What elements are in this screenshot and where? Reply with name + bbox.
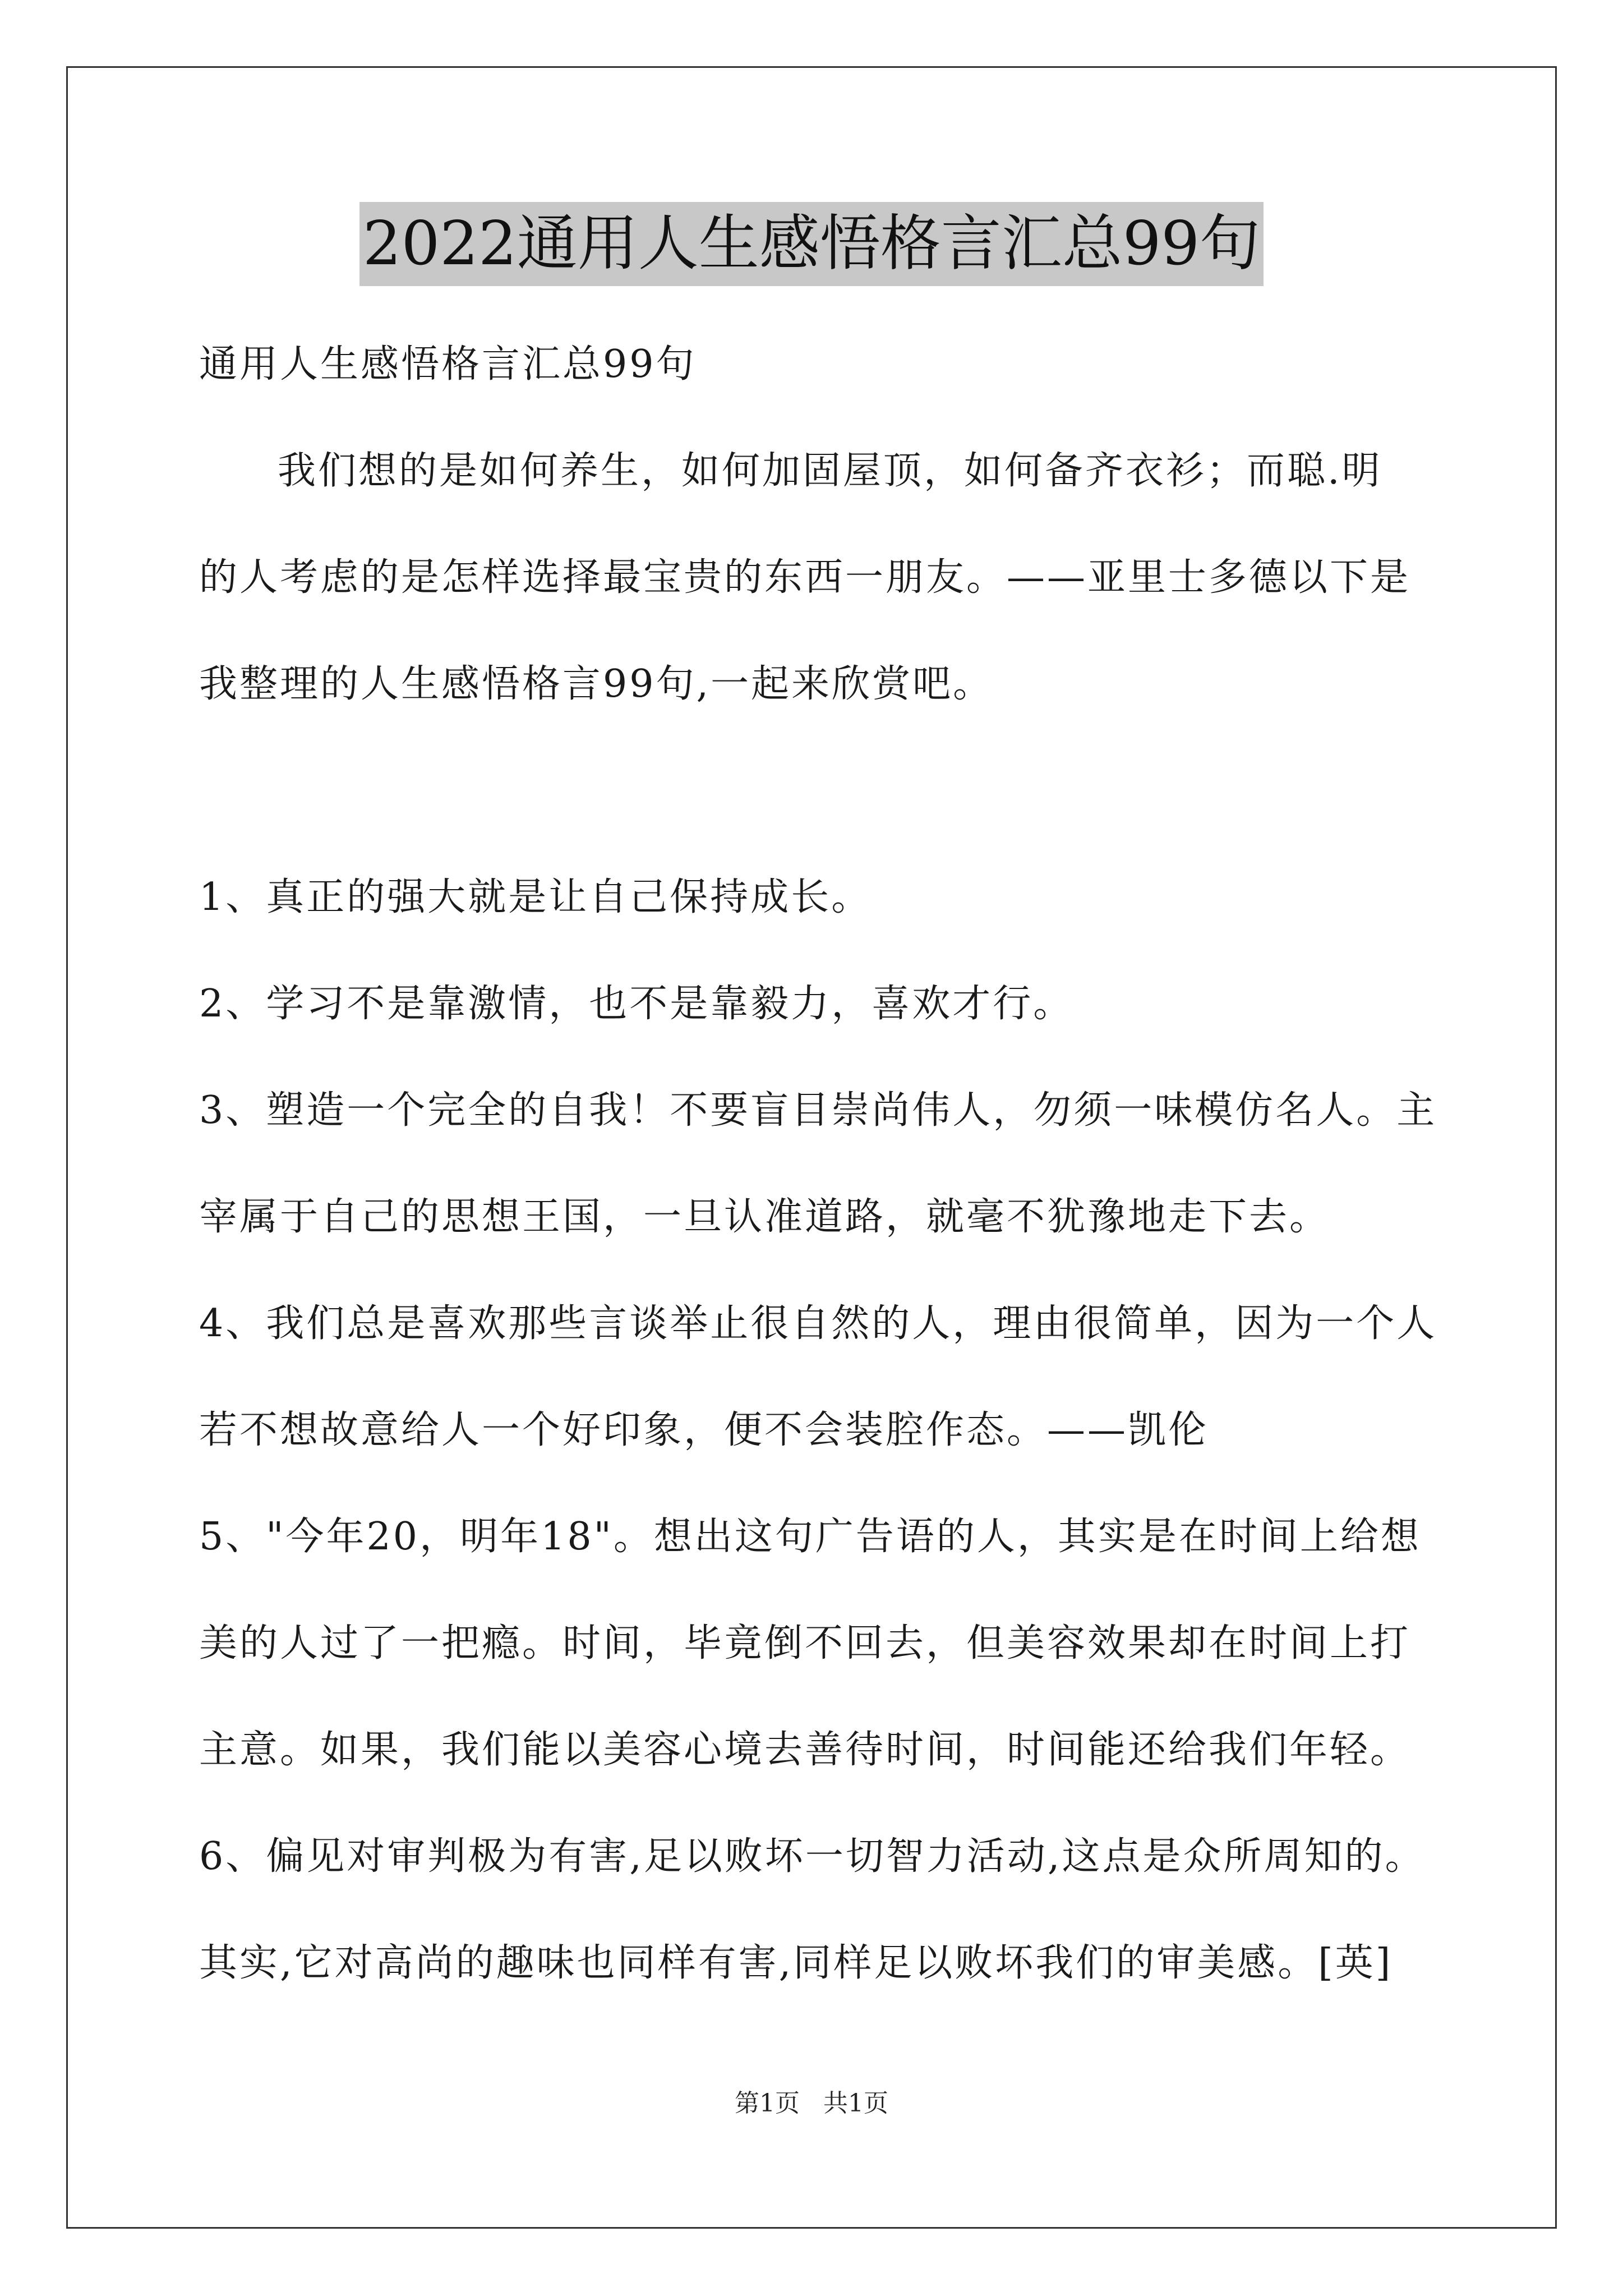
quote-2-line-1: 2、学习不是靠激情，也不是靠毅力，喜欢才行。 (199, 982, 1074, 1026)
quote-4-line-2: 若不想故意给人一个好印象，便不会装腔作态。——凯伦 (199, 1408, 1209, 1452)
document-body (199, 311, 1437, 2017)
intro-line-3: 我整理的人生感悟格言99句,一起来欣赏吧。 (199, 662, 994, 706)
page-footer: 第1页 共1页 (735, 2089, 888, 2118)
quote-5-line-2: 美的人过了一把瘾。时间，毕竟倒不回去，但美容效果却在时间上打 (199, 1621, 1411, 1665)
quote-3-line-2: 宰属于自己的思想王国，一旦认准道路，就毫不犹豫地走下去。 (199, 1195, 1330, 1239)
quote-6-line-2: 其实,它对高尚的趣味也同样有害,同样足以败坏我们的审美感。[英] (199, 1941, 1393, 1985)
quote-6-line-1: 6、偏见对审判极为有害,足以败坏一切智力活动,这点是众所周知的。 (199, 1834, 1426, 1879)
quote-4-line-1: 4、我们总是喜欢那些言谈举止很自然的人，理由很简单，因为一个人 (199, 1301, 1437, 1346)
quote-5-line-3: 主意。如果，我们能以美容心境去善待时间，时间能还给我们年轻。 (199, 1728, 1411, 1772)
quote-3-line-1: 3、塑造一个完全的自我！不要盲目崇尚伟人，勿须一味模仿名人。主 (199, 1088, 1437, 1133)
title-wrap (0, 202, 1623, 286)
document-title: 2022通用人生感悟格言汇总99句 (359, 202, 1264, 286)
quote-5-line-1: 5、"今年20，明年18"。想出这句广告语的人，其实是在时间上给想 (199, 1515, 1421, 1559)
intro-line-1: 我们想的是如何养生，如何加固屋顶，如何备齐衣衫；而聪.明 (278, 449, 1382, 493)
quote-1-line-1: 1、真正的强大就是让自己保持成长。 (199, 875, 872, 919)
intro-line-2: 的人考虑的是怎样选择最宝贵的东西一朋友。——亚里士多德以下是 (199, 555, 1411, 600)
blank-line (199, 738, 1422, 844)
subtitle-line: 通用人生感悟格言汇总99句 (199, 342, 697, 386)
